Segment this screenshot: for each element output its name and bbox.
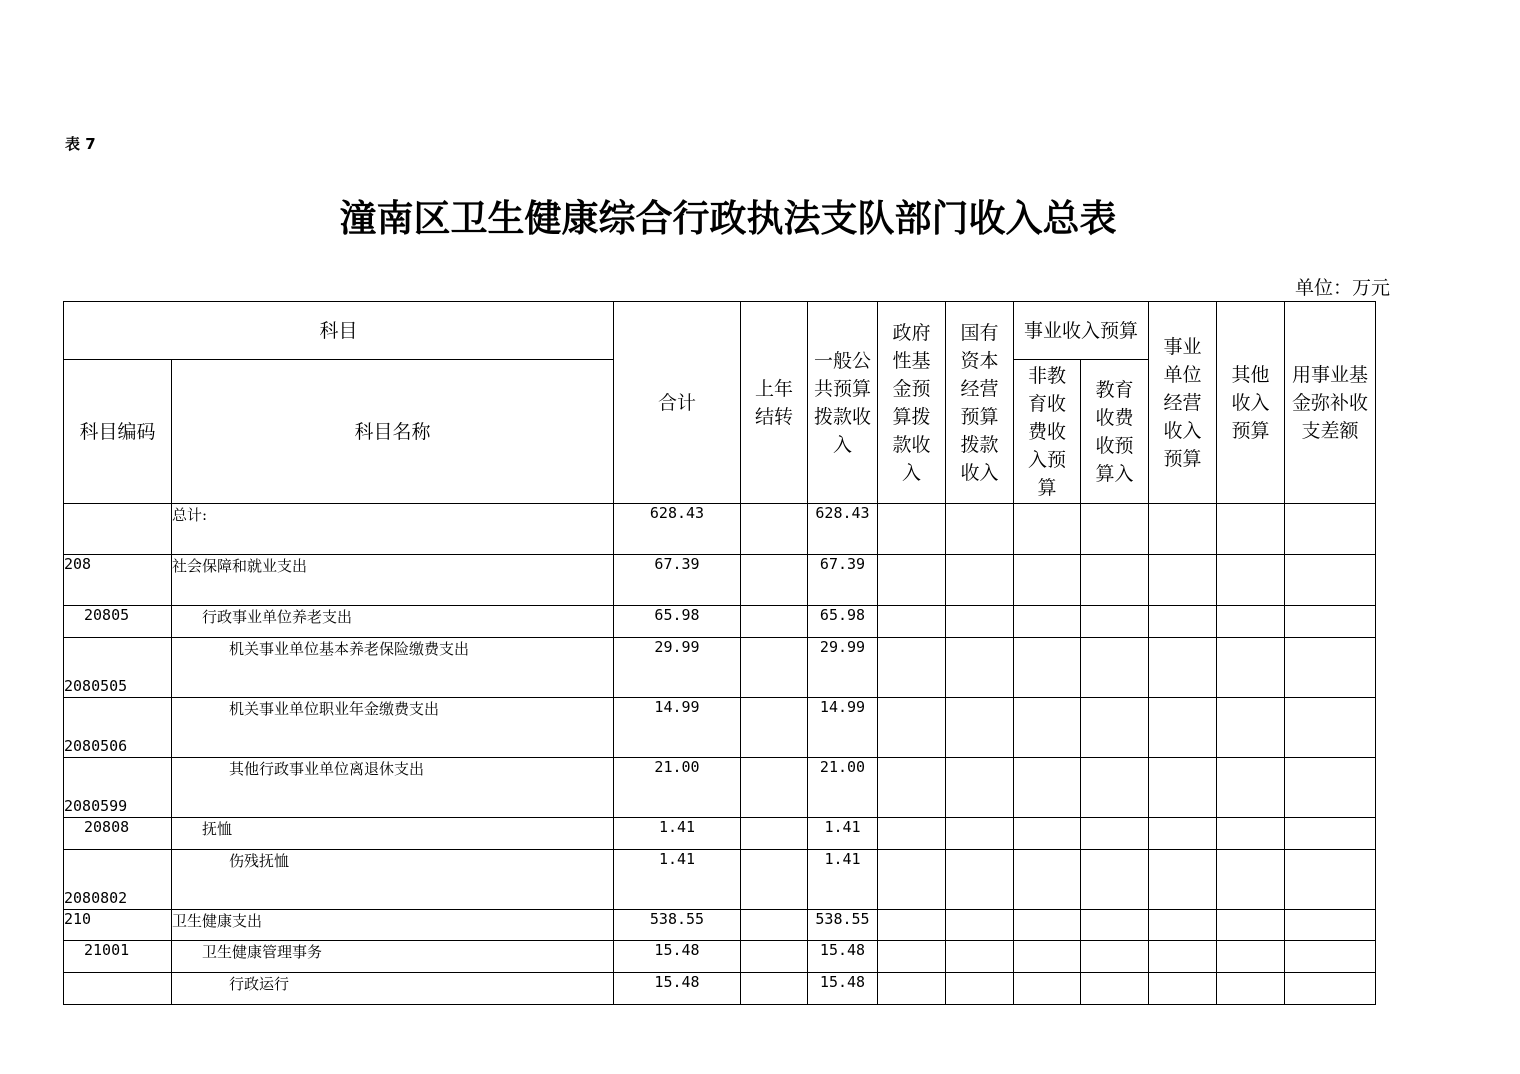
cell-code (64, 973, 172, 1005)
income-summary-table (63, 301, 1483, 1005)
cell-code: 21001 (64, 941, 172, 973)
cell-carryover (741, 555, 808, 606)
cell-carryover (741, 941, 808, 973)
table-row (64, 758, 1483, 818)
cell-name: 行政事业单位养老支出 (172, 606, 614, 638)
cell-name: 其他行政事业单位离退休支出 (172, 758, 614, 818)
header-subject-code: 科目编码 (64, 360, 172, 504)
cell-total: 15.48 (614, 941, 741, 973)
table-row (64, 910, 1483, 941)
cell-general: 538.55 (808, 910, 878, 941)
cell-general: 628.43 (808, 504, 878, 555)
cell-general: 1.41 (808, 850, 878, 910)
unit-label: 单位：万元 (1294, 277, 1390, 299)
cell-total: 67.39 (614, 555, 741, 606)
cell-name: 社会保障和就业支出 (172, 555, 614, 606)
table-row (64, 941, 1483, 973)
table-row (64, 555, 1483, 606)
cell-carryover (741, 638, 808, 698)
cell-carryover (741, 504, 808, 555)
cell-name: 抚恤 (172, 818, 614, 850)
cell-general: 1.41 (808, 818, 878, 850)
cell-carryover (741, 758, 808, 818)
cell-general: 65.98 (808, 606, 878, 638)
cell-name: 卫生健康管理事务 (172, 941, 614, 973)
cell-code: 20805 (64, 606, 172, 638)
table-row (64, 973, 1483, 1005)
cell-code: 20808 (64, 818, 172, 850)
header-operating-income: 事业单位经营收入预算 (1149, 302, 1217, 504)
header-state-capital: 国有资本经营预算拨款收入 (946, 302, 1014, 504)
cell-total: 21.00 (614, 758, 741, 818)
cell-total: 538.55 (614, 910, 741, 941)
cell-total: 628.43 (614, 504, 741, 555)
header-other-income: 其他收入预算 (1217, 302, 1285, 504)
page-title: 潼南区卫生健康综合行政执法支队部门收入总表 (339, 197, 1117, 240)
header-total: 合计 (614, 302, 741, 504)
cell-carryover (741, 910, 808, 941)
cell-name: 机关事业单位职业年金缴费支出 (172, 698, 614, 758)
cell-total: 1.41 (614, 850, 741, 910)
header-subject-name: 科目名称 (172, 360, 614, 504)
cell-code: 2080505 (64, 638, 172, 698)
cell-code: 208 (64, 555, 172, 606)
table-row (64, 606, 1483, 638)
cell-code: 210 (64, 910, 172, 941)
cell-total: 65.98 (614, 606, 741, 638)
table-row (64, 850, 1483, 910)
cell-carryover (741, 698, 808, 758)
cell-carryover (741, 973, 808, 1005)
table-row (64, 504, 1483, 555)
cell-code: 2080599 (64, 758, 172, 818)
cell-name: 机关事业单位基本养老保险缴费支出 (172, 638, 614, 698)
header-non-edu-fee: 非教育收费收入预算 (1014, 360, 1081, 504)
cell-general: 21.00 (808, 758, 878, 818)
cell-total: 1.41 (614, 818, 741, 850)
cell-carryover (741, 818, 808, 850)
cell-general: 29.99 (808, 638, 878, 698)
cell-total: 29.99 (614, 638, 741, 698)
cell-total: 14.99 (614, 698, 741, 758)
table-row (64, 638, 1483, 698)
cell-name: 行政运行 (172, 973, 614, 1005)
header-general-budget: 一般公共预算拨款收入 (808, 302, 878, 504)
cell-general: 15.48 (808, 941, 878, 973)
header-edu-fee: 教育收费收预算入 (1081, 360, 1149, 504)
table-row (64, 818, 1483, 850)
cell-code: 2080506 (64, 698, 172, 758)
cell-name: 伤残抚恤 (172, 850, 614, 910)
cell-code: 2080802 (64, 850, 172, 910)
cell-general: 67.39 (808, 555, 878, 606)
cell-carryover (741, 606, 808, 638)
cell-carryover (741, 850, 808, 910)
cell-total: 15.48 (614, 973, 741, 1005)
header-subject: 科目 (64, 302, 614, 360)
header-enterprise-income: 事业收入预算 (1014, 302, 1149, 360)
table-row (64, 698, 1483, 758)
cell-code (64, 504, 172, 555)
cell-name: 卫生健康支出 (172, 910, 614, 941)
cell-name: 总计: (172, 504, 614, 555)
table-tag: 表 7 (65, 135, 96, 153)
header-gov-fund: 政府性基金预算拨款收入 (878, 302, 946, 504)
cell-general: 14.99 (808, 698, 878, 758)
header-carryover: 上年结转 (741, 302, 808, 504)
header-fund-offset: 用事业基金弥补收支差额 (1285, 302, 1376, 504)
cell-general: 15.48 (808, 973, 878, 1005)
